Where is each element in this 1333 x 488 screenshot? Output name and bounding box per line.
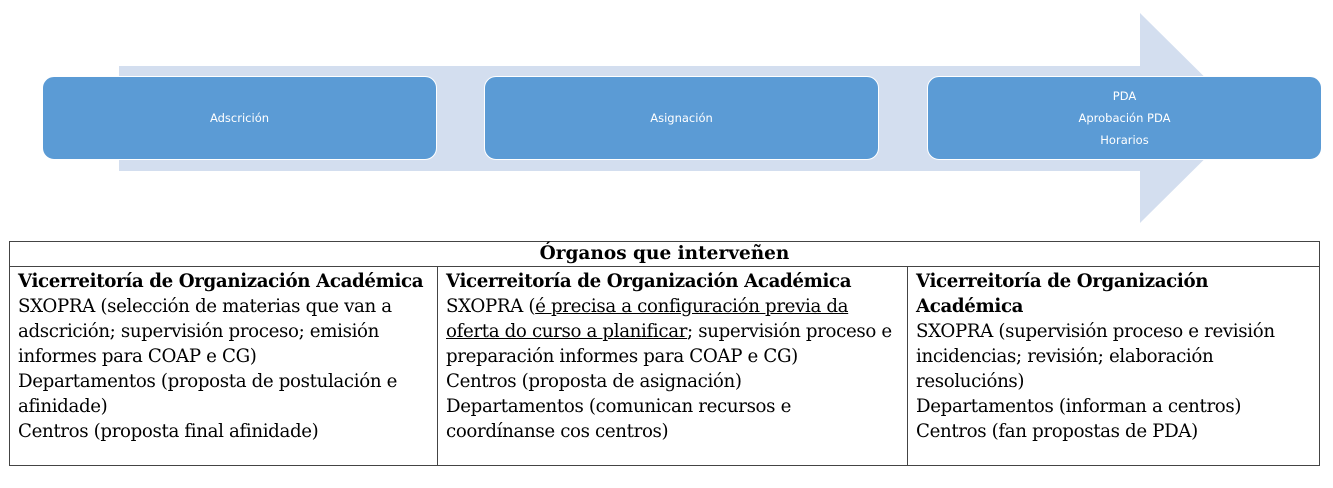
cell-line: coordínanse cos centros) [446, 421, 669, 442]
step-label-pda: PDA [1112, 89, 1137, 103]
cell-line: Departamentos (informan a centros) [916, 396, 1242, 417]
column-asignacion [438, 267, 908, 466]
organos-table [9, 241, 1320, 466]
text-rest: ; supervisión proceso e [687, 321, 892, 342]
cell-line: adscrición; supervisión proceso; emisión [18, 321, 379, 342]
cell-line-sxopra-2 [446, 319, 907, 344]
cell-line-sxopra-1 [446, 294, 907, 319]
step-label: Asignación [650, 111, 713, 125]
cell-line: afinidade) [18, 396, 108, 417]
cell-line: resolucións) [916, 371, 1025, 392]
table-row [10, 267, 1320, 466]
cell-line: Centros (proposta final afinidade) [18, 421, 319, 442]
cell-line: incidencias; revisión; elaboración [916, 346, 1214, 367]
underlined-text: oferta do curso a planificar [446, 321, 688, 342]
cell-title: Vicerreitoría de Organización Académica [916, 271, 1209, 317]
cell-line: Centros (fan propostas de PDA) [916, 421, 1198, 442]
cell-line: Centros (proposta de asignación) [446, 371, 742, 392]
step-pda [927, 76, 1322, 160]
cell-line: Departamentos (proposta de postulación e [18, 371, 398, 392]
step-label: Adscrición [209, 111, 270, 125]
step-asignacion [484, 76, 879, 160]
step-label-aprobacion: Aprobación PDA [1078, 111, 1171, 125]
step-adscricion [42, 76, 437, 160]
cell-line: informes para COAP e CG) [18, 346, 257, 367]
step-label-horarios: Horarios [1100, 133, 1149, 147]
cell-title: Vicerreitoría de Organización Académica [446, 271, 852, 292]
cell-line: SXOPRA (selección de materias que van a [18, 296, 392, 317]
cell-line: SXOPRA (supervisión proceso e revisión [916, 321, 1275, 342]
cell-line: Departamentos (comunican recursos e [446, 396, 791, 417]
text-prefix: SXOPRA ( [446, 296, 536, 317]
underlined-text: é precisa a configuración previa da [535, 296, 849, 317]
cell-title: Vicerreitoría de Organización Académica [18, 271, 424, 292]
table-header: Órganos que interveñen [10, 242, 1320, 267]
column-pda [908, 267, 1320, 466]
column-adscricion [10, 267, 438, 466]
cell-line: preparación informes para COAP e CG) [446, 346, 798, 367]
